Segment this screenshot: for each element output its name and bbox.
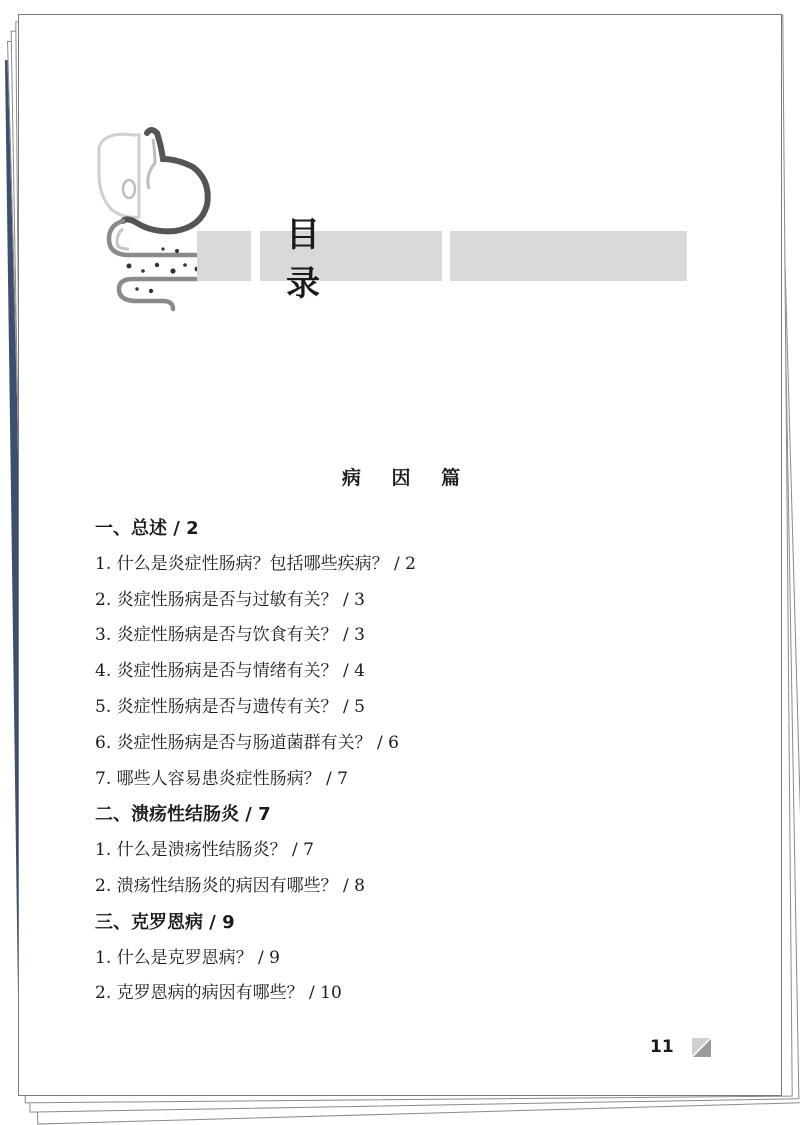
toc-chapter-heading[interactable]: 三、克罗恩病 / 9 [95, 911, 235, 933]
toc-entry[interactable]: 7. 哪些人容易患炎症性肠病？ / 7 [95, 768, 348, 789]
toc-entry[interactable]: 3. 炎症性肠病是否与饮食有关？ / 3 [95, 625, 365, 646]
table-of-contents [95, 511, 735, 1012]
toc-entry[interactable]: 1. 什么是炎症性肠病？包括哪些疾病？ / 2 [95, 553, 416, 574]
toc-entry[interactable]: 4. 炎症性肠病是否与情绪有关？ / 4 [95, 661, 365, 682]
toc-entry[interactable]: 1. 什么是溃疡性结肠炎？ / 7 [95, 840, 314, 861]
toc-chapter-heading[interactable]: 二、溃疡性结肠炎 / 7 [95, 804, 271, 826]
stomach-intestine-icon [93, 125, 213, 315]
page-number: 11 [650, 1037, 674, 1057]
toc-entry[interactable]: 1. 什么是克罗恩病？ / 9 [95, 947, 280, 968]
book-page [18, 14, 782, 1096]
toc-entry[interactable]: 2. 克罗恩病的病因有哪些？ / 10 [95, 983, 342, 1004]
section-title: 病 因 篇 [341, 467, 473, 489]
title-bar-left [197, 231, 251, 281]
toc-entry[interactable]: 5. 炎症性肠病是否与遗传有关？ / 5 [95, 696, 365, 717]
toc-entry[interactable]: 2. 炎症性肠病是否与过敏有关？ / 3 [95, 589, 365, 610]
toc-entry[interactable]: 2. 溃疡性结肠炎的病因有哪些？ / 8 [95, 875, 365, 896]
page-corner-icon [692, 1038, 711, 1057]
toc-chapter-heading[interactable]: 一、总述 / 2 [95, 518, 199, 539]
page-title: 目 录 [260, 231, 442, 281]
title-bar-right [450, 231, 687, 281]
toc-entry[interactable]: 6. 炎症性肠病是否与肠道菌群有关？ / 6 [95, 732, 399, 753]
